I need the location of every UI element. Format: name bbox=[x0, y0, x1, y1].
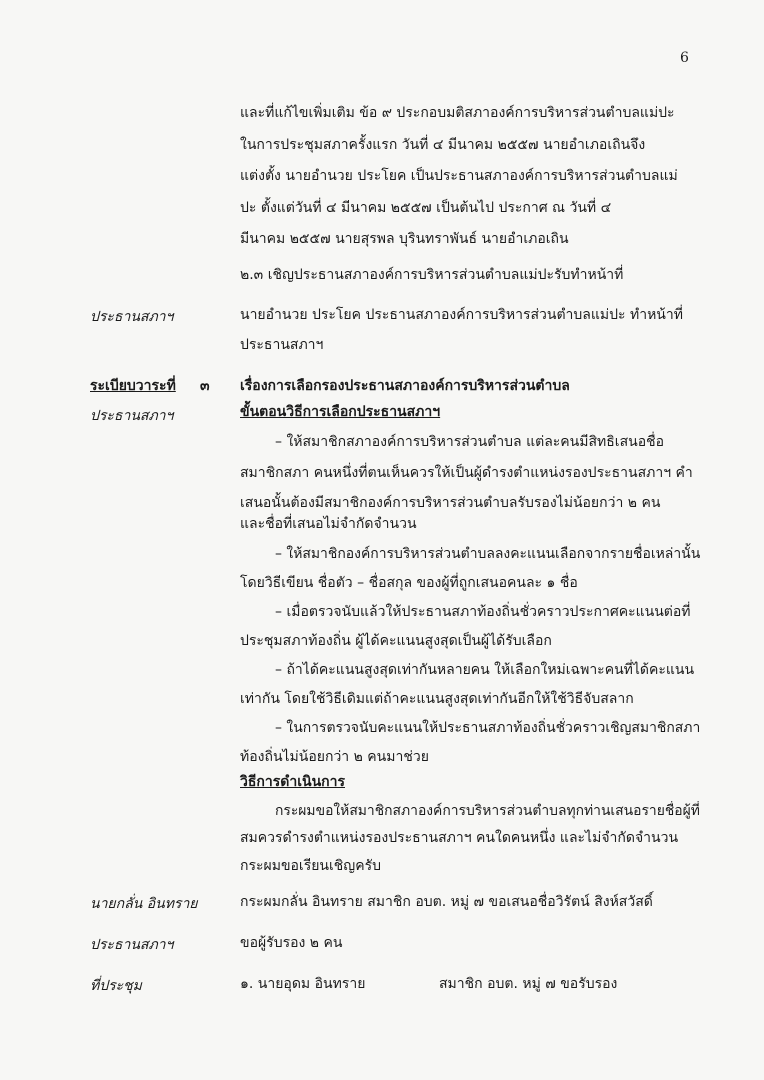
speaker-label: ที่ประชุม bbox=[90, 978, 142, 994]
method-line: กระผมขอเรียนเชิญครับ bbox=[240, 858, 381, 874]
method-heading: วิธีการดำเนินการ bbox=[240, 774, 345, 790]
bullet-line: สมาชิกสภา คนหนึ่งที่ตนเห็นควรให้เป็นผู้ดำรงตำแหน่งรองประธานสภาฯ คำ bbox=[240, 465, 693, 481]
method-line: กระผมขอให้สมาชิกสภาองค์การบริหารส่วนตำบลทุกท่านเสนอรายชื่อผู้ที่ bbox=[275, 803, 700, 819]
paragraph-line: ในการประชุมสภาครั้งแรก วันที่ ๔ มีนาคม ๒๕๕๗ นายอำเภอเถินจึง bbox=[240, 137, 646, 153]
speaker-label: นายกลั่น อินทราย bbox=[90, 896, 198, 912]
bullet-line: – ให้สมาชิกสภาองค์การบริหารส่วนตำบล แต่ละคนมีสิทธิเสนอชื่อ bbox=[275, 434, 665, 450]
bullet-line: เสนอนั้นต้องมีสมาชิกองค์การบริหารส่วนตำบลรับรองไม่น้อยกว่า ๒ คน bbox=[240, 495, 661, 511]
paragraph-line: มีนาคม ๒๕๕๗ นายสุรพล บุรินทราพันธ์ นายอำเภอเถิน bbox=[240, 231, 569, 247]
bullet-line: และชื่อที่เสนอไม่จำกัดจำนวน bbox=[240, 516, 417, 532]
speech-line: ขอผู้รับรอง ๒ คน bbox=[240, 935, 343, 951]
agenda-label: ระเบียบวาระที่ bbox=[90, 378, 176, 394]
speaker-label: ประธานสภาฯ bbox=[90, 937, 174, 953]
method-line: สมควรดำรงตำแหน่งรองประธานสภาฯ คนใดคนหนึ่ง และไม่จำกัดจำนวน bbox=[240, 830, 679, 846]
speech-line: กระผมกลั่น อินทราย สมาชิก อบต. หมู่ ๗ ขอเสนอชื่อวิรัตน์ สิงห์สวัสดิ์ bbox=[240, 894, 653, 910]
speech-line: ประธานสภาฯ bbox=[240, 337, 324, 353]
bullet-line: เท่ากัน โดยใช้วิธีเดิมแต่ถ้าคะแนนสูงสุดเท่ากันอีกให้ใช้วิธีจับสลาก bbox=[240, 691, 634, 707]
agenda-item-2-3: ๒.๓ เชิญประธานสภาองค์การบริหารส่วนตำบลแม่ปะรับทำหน้าที่ bbox=[240, 267, 624, 283]
speech-line: นายอำนวย ประโยค ประธานสภาองค์การบริหารส่วนตำบลแม่ปะ ทำหน้าที่ bbox=[240, 307, 683, 323]
speaker-label: ประธานสภาฯ bbox=[90, 408, 174, 424]
bullet-line: – ให้สมาชิกองค์การบริหารส่วนตำบลลงคะแนนเลือกจากรายชื่อเหล่านั้น bbox=[275, 546, 701, 562]
bullet-line: – ในการตรวจนับคะแนนให้ประธานสภาท้องถิ่นชั่วคราวเชิญสมาชิกสภา bbox=[275, 720, 701, 736]
bullet-line: ประชุมสภาท้องถิ่น ผู้ได้คะแนนสูงสุดเป็นผู้ได้รับเลือก bbox=[240, 633, 552, 649]
paragraph-line: และที่แก้ไขเพิ่มเติม ข้อ ๙ ประกอบมติสภาองค์การบริหารส่วนตำบลแม่ปะ bbox=[240, 105, 675, 121]
paragraph-line: แต่งตั้ง นายอำนวย ประโยค เป็นประธานสภาองค์การบริหารส่วนตำบลแม่ bbox=[240, 168, 678, 184]
bullet-line: โดยวิธีเขียน ชื่อตัว – ชื่อสกุล ของผู้ที่ถูกเสนอคนละ ๑ ชื่อ bbox=[240, 575, 578, 591]
procedure-heading: ขั้นตอนวิธีการเลือกประธานสภาฯ bbox=[240, 404, 441, 420]
agenda-number: ๓ bbox=[200, 378, 210, 394]
bullet-line: – ถ้าได้คะแนนสูงสุดเท่ากันหลายคน ให้เลือกใหม่เฉพาะคนที่ได้คะแนน bbox=[275, 662, 695, 678]
bullet-line: – เมื่อตรวจนับแล้วให้ประธานสภาท้องถิ่นชั่วคราวประกาศคะแนนต่อที่ bbox=[275, 604, 691, 620]
speaker-label: ประธานสภาฯ bbox=[90, 309, 174, 325]
bullet-line: ท้องถิ่นไม่น้อยกว่า ๒ คนมาช่วย bbox=[240, 749, 429, 765]
paragraph-line: ปะ ตั้งแต่วันที่ ๔ มีนาคม ๒๕๕๗ เป็นต้นไป ประกาศ ณ วันที่ ๔ bbox=[240, 200, 612, 216]
endorser-role: สมาชิก อบต. หมู่ ๗ ขอรับรอง bbox=[439, 976, 618, 992]
agenda-title: เรื่องการเลือกรองประธานสภาองค์การบริหารส่วนตำบล bbox=[240, 378, 570, 394]
endorser-name: ๑. นายอุดม อินทราย bbox=[240, 976, 366, 992]
page-number: 6 bbox=[680, 50, 689, 66]
